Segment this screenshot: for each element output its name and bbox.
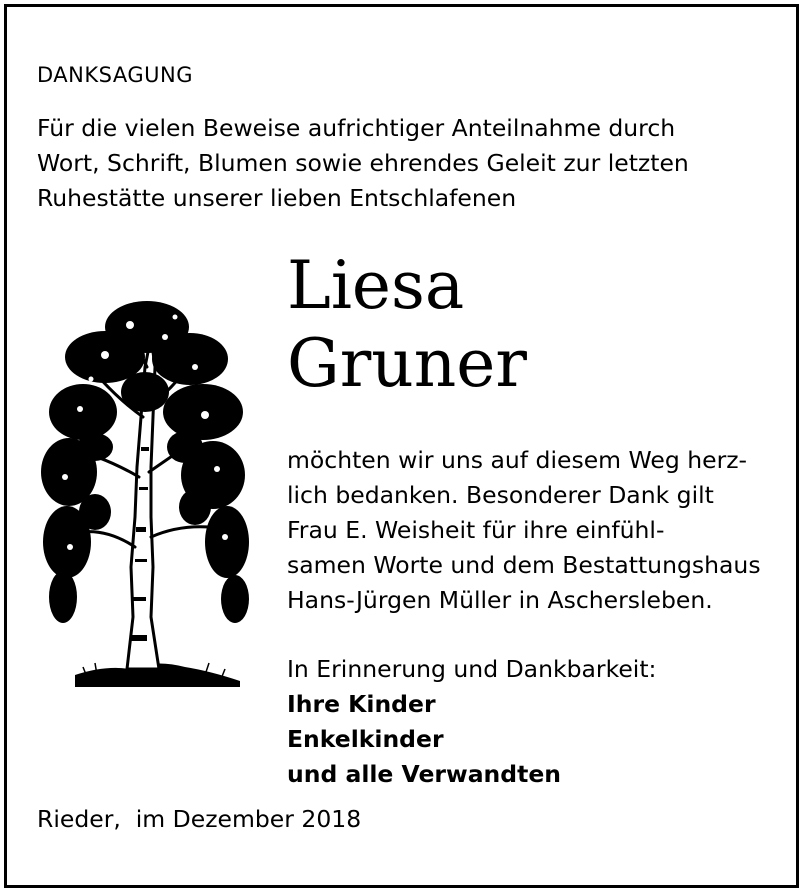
thanks-line: lich bedanken. Besonderer Dank gilt [287,481,714,509]
deceased-name [287,247,527,403]
intro-line: Für die vielen Beweise aufrichtiger Anteilnahme durch [37,114,676,142]
place-date: Rieder, im Dezember 2018 [37,805,362,833]
thanks-line: Frau E. Weisheit für ihre einfühl- [287,516,665,544]
intro-line: Wort, Schrift, Blumen sowie ehrendes Geleit zur letzten [37,149,689,177]
signer: Ihre Kinder [287,690,436,718]
closing-block [287,652,656,792]
first-name: Liesa [287,247,465,324]
heading: DANKSAGUNG [37,63,193,87]
intro-text [37,111,777,216]
thanks-text [287,443,761,618]
closing-intro: In Erinnerung und Dankbarkeit: [287,655,657,683]
thanks-line: Hans-Jürgen Müller in Aschersleben. [287,586,713,614]
signer: und alle Verwandten [287,760,562,788]
intro-line: Ruhestätte unserer lieben Entschlafenen [37,184,517,212]
obituary-card [4,4,799,888]
birch-tree-icon [35,297,253,697]
signer: Enkelkinder [287,725,444,753]
thanks-line: samen Worte und dem Bestattungshaus [287,551,761,579]
last-name: Gruner [287,325,527,402]
thanks-line: möchten wir uns auf diesem Weg herz- [287,446,748,474]
